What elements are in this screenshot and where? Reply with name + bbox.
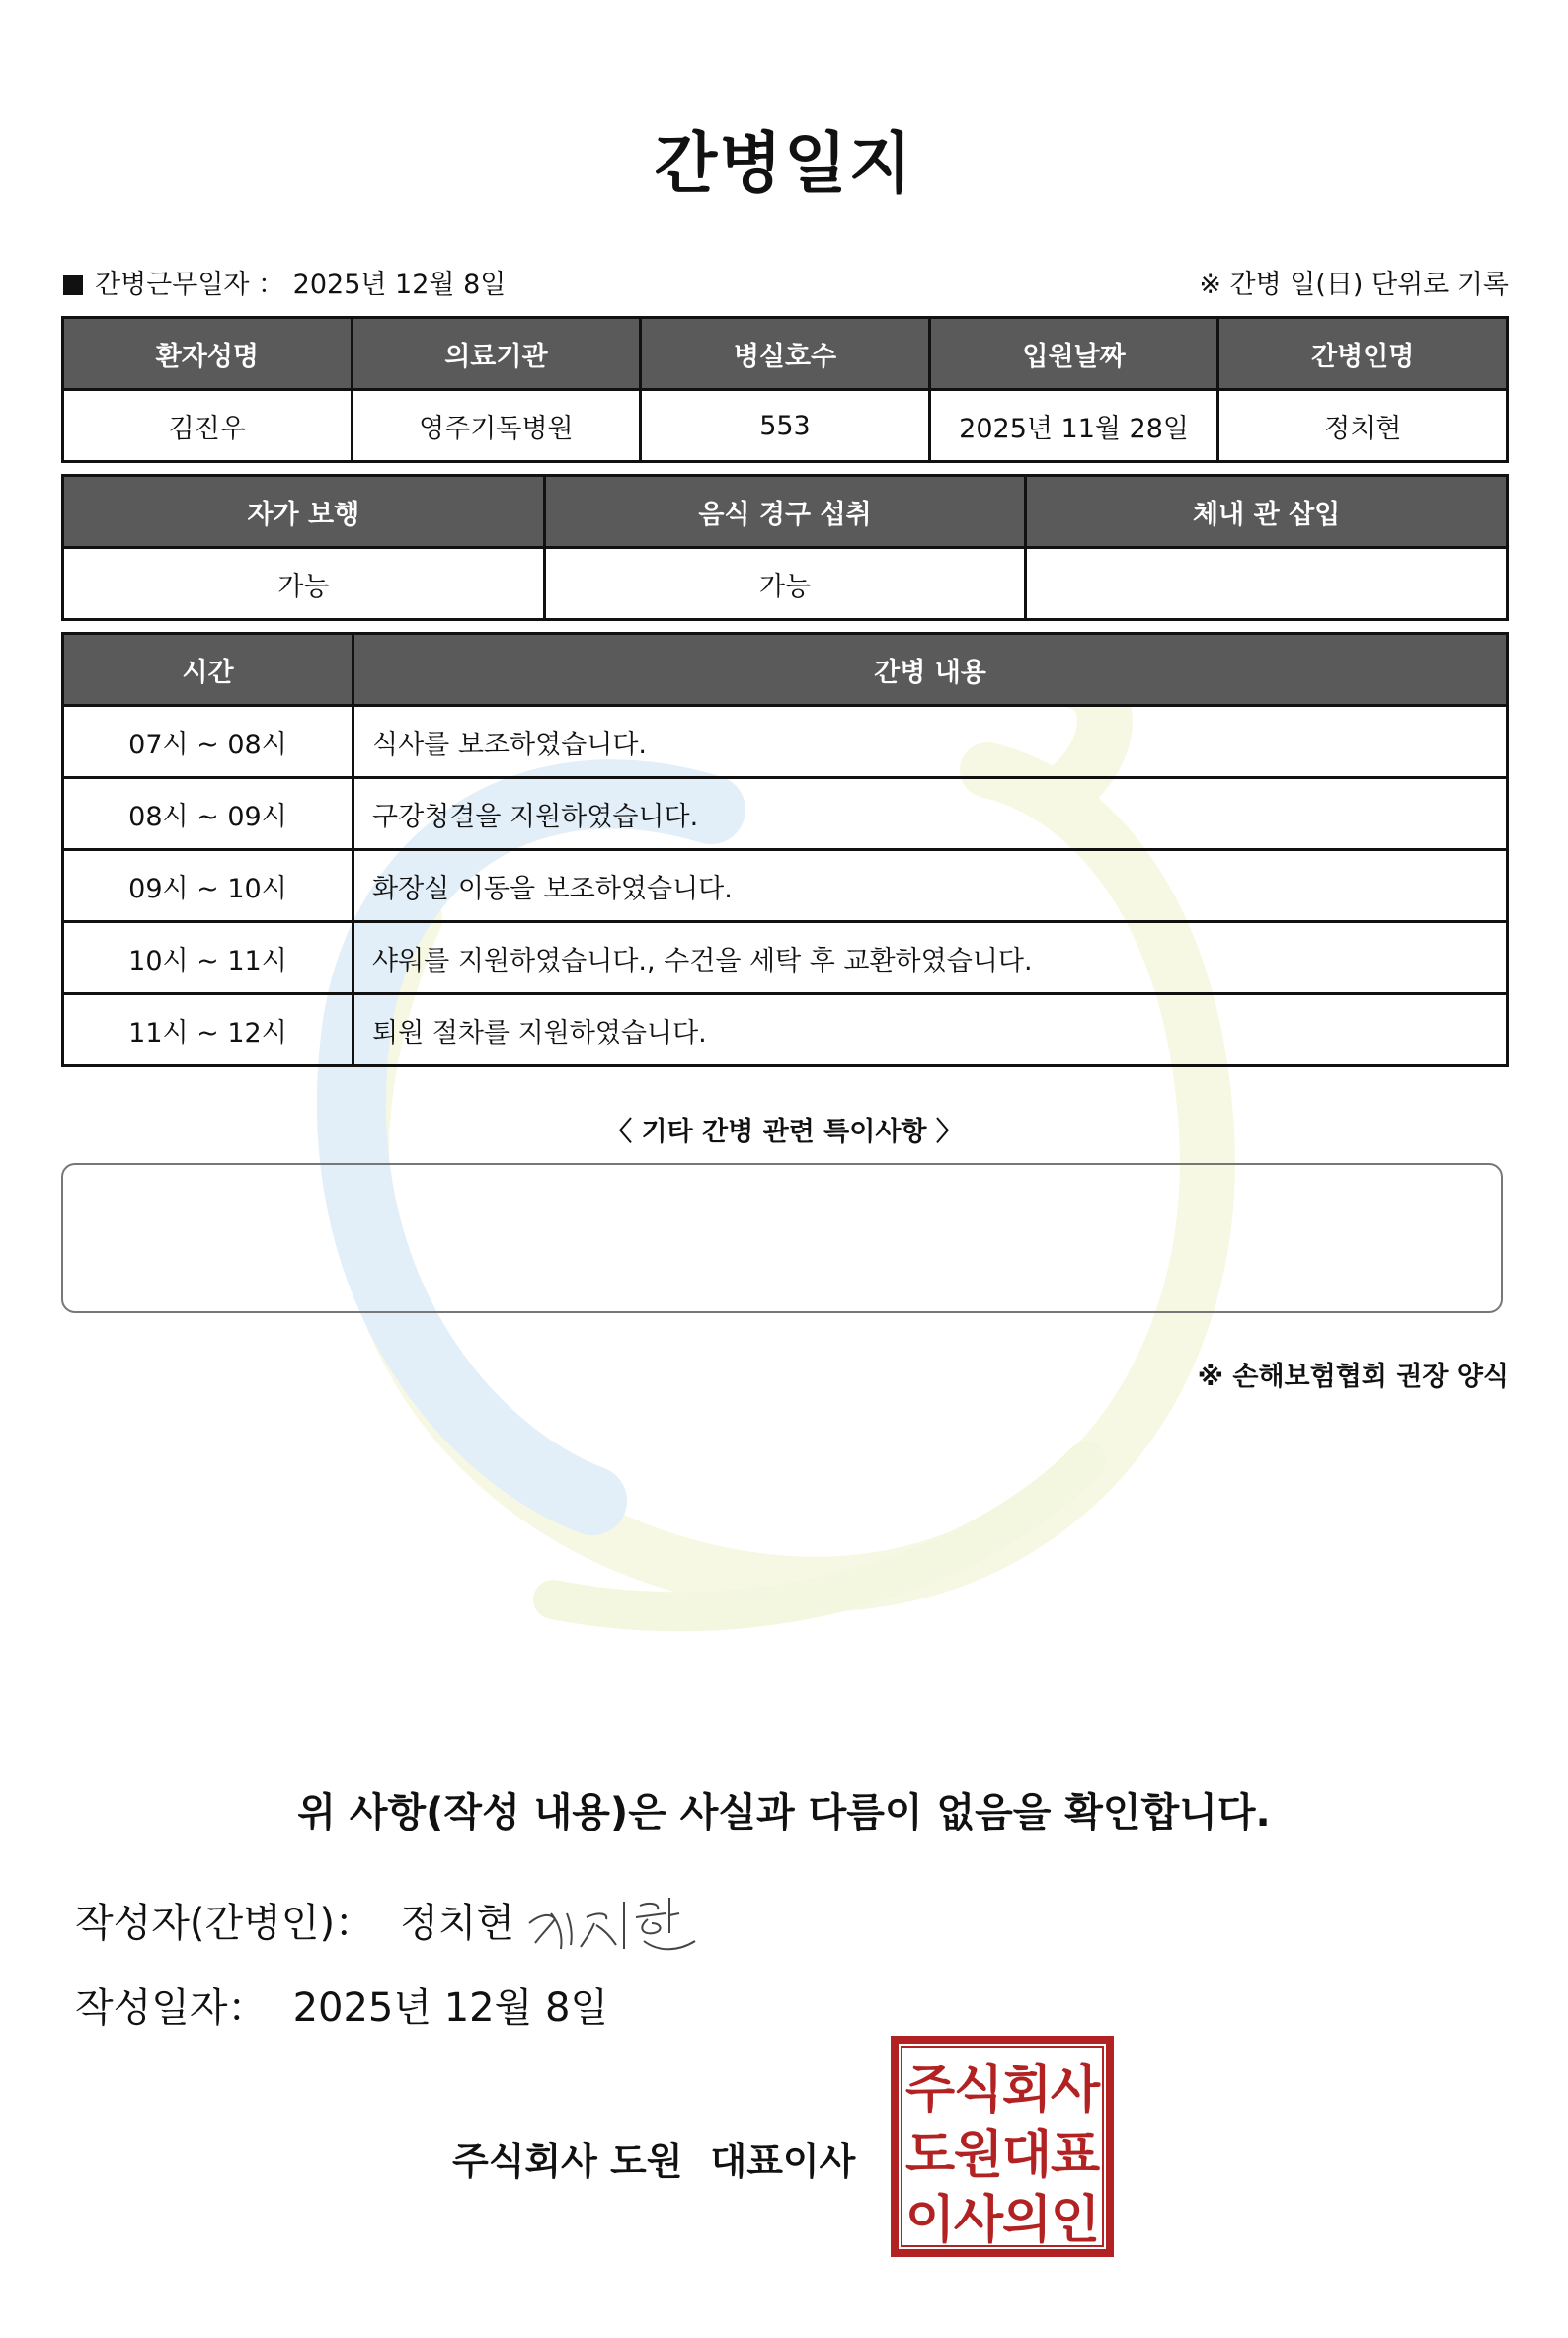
svg-text:인: 인 — [1050, 2191, 1101, 2250]
work-date-value: 2025년 12월 8일 — [292, 270, 507, 300]
care-content-cell: 화장실 이동을 보조하였습니다. — [353, 850, 1508, 922]
patient-info-table — [61, 316, 1509, 463]
caregiver-name: 정치현 — [1218, 390, 1508, 462]
representative-title: 대표이사 — [710, 2140, 856, 2183]
svg-text:주: 주 — [904, 2061, 956, 2120]
table-row — [63, 706, 1508, 778]
header-self-walking: 자가 보행 — [63, 476, 545, 548]
svg-text:이: 이 — [904, 2191, 956, 2250]
hospital-name: 영주기독병원 — [352, 390, 641, 462]
header-tube-insertion: 체내 관 삽입 — [1026, 476, 1508, 548]
header-admission-date: 입원날짜 — [929, 318, 1218, 390]
header-care-content: 간병 내용 — [353, 634, 1508, 706]
document-title: 간병일지 — [654, 125, 914, 201]
handwritten-signature — [521, 1884, 699, 1963]
time-cell: 07시 ~ 08시 — [63, 706, 353, 778]
square-bullet-icon — [63, 275, 83, 295]
care-log-table — [61, 632, 1509, 1067]
table-row — [63, 778, 1508, 850]
oral-intake-value: 가능 — [544, 548, 1026, 620]
patient-status-table — [61, 474, 1509, 621]
special-notes-title: 〈 기타 간병 관련 특이사항 〉 — [605, 1117, 963, 1147]
work-date-line — [63, 263, 506, 301]
header-patient-name: 환자성명 — [63, 318, 353, 390]
recommend-note: ※ 손해보험협회 권장 양식 — [1197, 1362, 1509, 1392]
svg-text:의: 의 — [1001, 2191, 1053, 2250]
table-row — [63, 922, 1508, 994]
company-seal — [891, 2036, 1114, 2257]
room-number: 553 — [641, 390, 930, 462]
special-notes-box — [61, 1163, 1503, 1313]
header-room-number: 병실호수 — [641, 318, 930, 390]
confirmation-statement: 위 사항(작성 내용)은 사실과 다름이 없음을 확인합니다. — [297, 1790, 1271, 1835]
written-date-label: 작성일자： — [75, 1986, 268, 2031]
svg-text:식: 식 — [953, 2061, 1004, 2120]
care-content-cell: 식사를 보조하였습니다. — [353, 706, 1508, 778]
patient-name: 김진우 — [63, 390, 353, 462]
writer-line — [75, 1892, 514, 1948]
svg-text:대: 대 — [1001, 2126, 1053, 2185]
care-content-cell: 퇴원 절차를 지원하였습니다. — [353, 994, 1508, 1066]
time-cell: 09시 ~ 10시 — [63, 850, 353, 922]
svg-text:도: 도 — [904, 2126, 956, 2185]
written-date-value: 2025년 12월 8일 — [292, 1986, 609, 2031]
header-hospital: 의료기관 — [352, 318, 641, 390]
tube-insertion-value — [1026, 548, 1508, 620]
writer-name: 정치현 — [400, 1901, 514, 1946]
work-date-label: 간병근무일자 ： — [95, 270, 285, 300]
company-name: 주식회사 도원 — [452, 2140, 683, 2183]
svg-text:표: 표 — [1050, 2126, 1101, 2185]
svg-text:원: 원 — [953, 2126, 1004, 2185]
table-row — [63, 850, 1508, 922]
table-row — [63, 994, 1508, 1066]
care-content-cell: 샤워를 지원하였습니다., 수건을 세탁 후 교환하였습니다. — [353, 922, 1508, 994]
time-cell: 10시 ~ 11시 — [63, 922, 353, 994]
time-cell: 08시 ~ 09시 — [63, 778, 353, 850]
header-time: 시간 — [63, 634, 353, 706]
written-date-line — [75, 1977, 608, 2033]
self-walking-value: 가능 — [63, 548, 545, 620]
admission-date: 2025년 11월 28일 — [929, 390, 1218, 462]
header-caregiver-name: 간병인명 — [1218, 318, 1508, 390]
time-cell: 11시 ~ 12시 — [63, 994, 353, 1066]
writer-label: 작성자(간병인)： — [75, 1901, 375, 1946]
unit-note: ※ 간병 일(日) 단위로 기록 — [1199, 270, 1509, 300]
svg-text:사: 사 — [1050, 2061, 1101, 2120]
company-line — [452, 2131, 855, 2185]
svg-text:회: 회 — [1001, 2061, 1053, 2120]
svg-text:사: 사 — [953, 2191, 1004, 2250]
care-content-cell: 구강청결을 지원하였습니다. — [353, 778, 1508, 850]
header-oral-intake: 음식 경구 섭취 — [544, 476, 1026, 548]
